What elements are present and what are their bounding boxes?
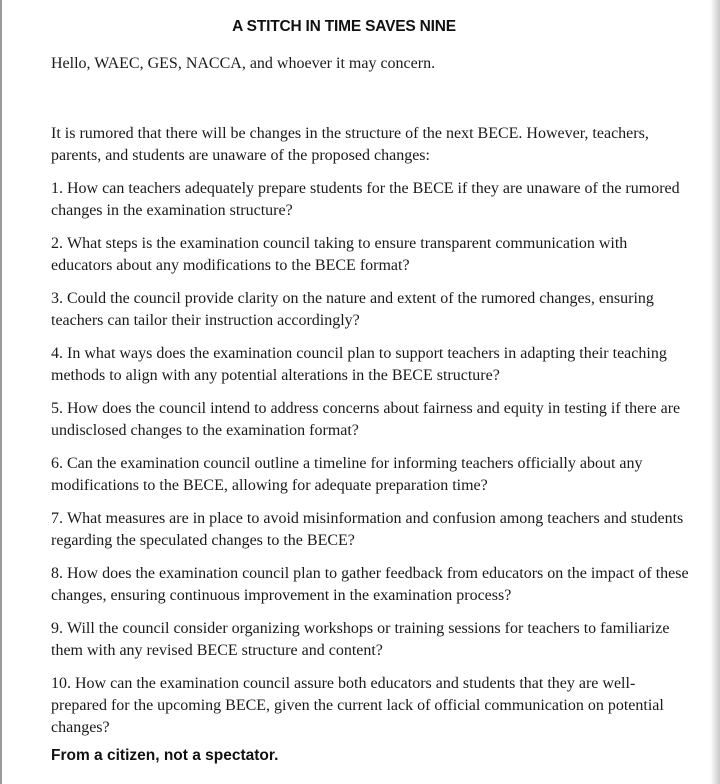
signoff-line: From a citizen, not a spectator. xyxy=(51,747,279,764)
question-text: Will the council consider organizing workshops or training sessions for teachers to familiarize them with any revised BECE structure and content? xyxy=(51,620,670,659)
question-item xyxy=(51,453,691,497)
question-text: What steps is the examination council taking to ensure transparent communication with educators about any modifications to the BECE format? xyxy=(51,235,628,274)
question-item xyxy=(51,233,691,277)
question-number: 6. xyxy=(51,455,63,472)
question-number: 3. xyxy=(51,290,63,307)
question-item xyxy=(51,288,691,332)
question-text: How can teachers adequately prepare students for the BECE if they are unaware of the rumored changes in the examination structure? xyxy=(51,180,680,219)
question-number: 7. xyxy=(51,510,63,527)
question-text: In what ways does the examination council plan to support teachers in adapting their teaching methods to align with any potential alterations in the BECE structure? xyxy=(51,345,667,384)
questions-list xyxy=(51,178,691,750)
page-left-border xyxy=(0,0,2,784)
question-text: How does the council intend to address concerns about fairness and equity in testing if there are undisclosed changes to the examination format? xyxy=(51,400,681,439)
question-item xyxy=(51,343,691,387)
question-text: Could the council provide clarity on the nature and extent of the rumored changes, ensuring teachers can tailor their instruction accordingly? xyxy=(51,290,654,329)
question-text: How does the examination council plan to gather feedback from educators on the impact of these changes, ensuring continuous improvement in the examination process? xyxy=(51,565,689,604)
document-title: A STITCH IN TIME SAVES NINE xyxy=(232,18,456,35)
greeting-line: Hello, WAEC, GES, NACCA, and whoever it may concern. xyxy=(51,55,436,72)
question-number: 4. xyxy=(51,345,63,362)
question-item xyxy=(51,508,691,552)
question-text: How can the examination council assure both educators and students that they are well-prepared for the upcoming BECE, given the current lack of official communication on potential changes? xyxy=(51,675,664,736)
question-number: 5. xyxy=(51,400,63,417)
intro-paragraph: It is rumored that there will be changes in the structure of the next BECE. However, teachers, parents, and students are unaware of the proposed changes: xyxy=(51,125,649,164)
question-number: 8. xyxy=(51,565,63,582)
question-item xyxy=(51,673,691,739)
question-item xyxy=(51,398,691,442)
question-item xyxy=(51,618,691,662)
question-number: 1. xyxy=(51,180,63,197)
question-number: 2. xyxy=(51,235,63,252)
question-text: Can the examination council outline a timeline for informing teachers officially about any modifications to the BECE, allowing for adequate preparation time? xyxy=(51,455,643,494)
question-text: What measures are in place to avoid misinformation and confusion among teachers and students regarding the speculated changes to the BECE? xyxy=(51,510,684,549)
question-item xyxy=(51,563,691,607)
question-number: 10. xyxy=(51,675,71,692)
question-number: 9. xyxy=(51,620,63,637)
question-item xyxy=(51,178,691,222)
page-right-edge xyxy=(710,0,720,784)
